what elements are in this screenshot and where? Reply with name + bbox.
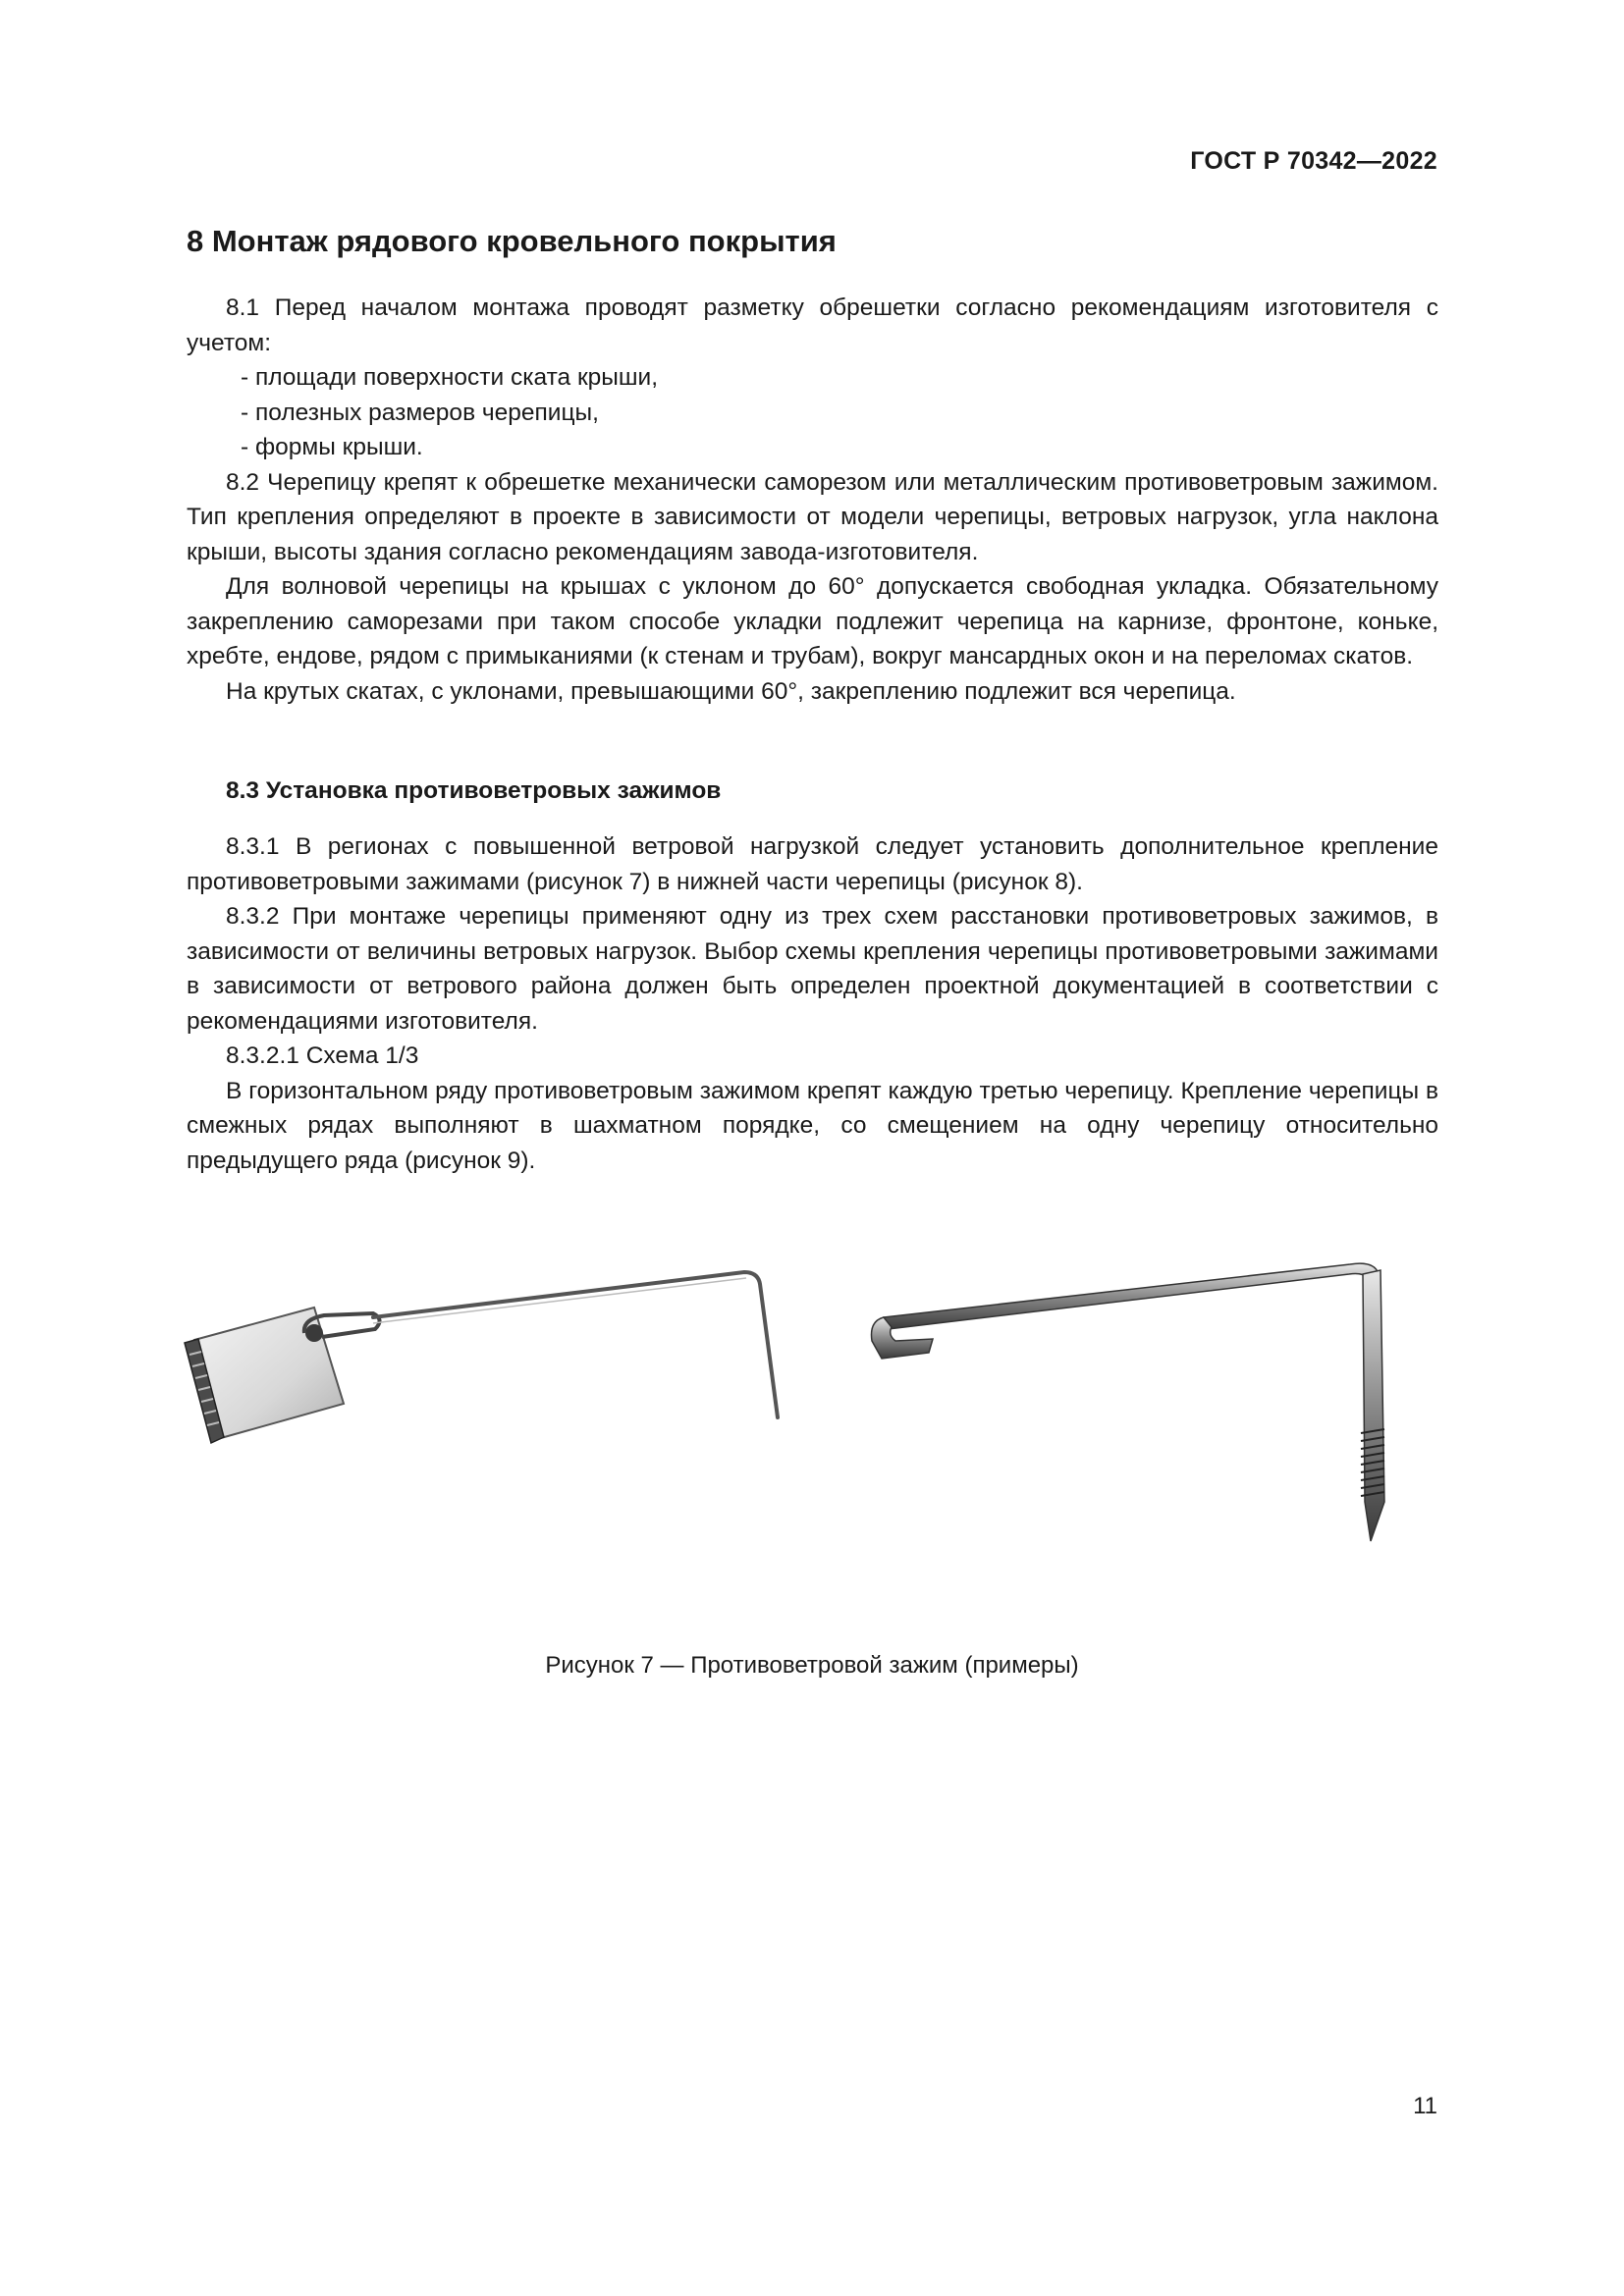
- wind-clamp-nail-illustration: [872, 1263, 1385, 1541]
- paragraph-8-2: 8.2 Черепицу крепят к обрешетке механически саморезом или металлическим противоветровым зажимом. Тип крепления определяют в проекте в зависимости от модели черепицы, ветровых нагрузок, угла наклона крыши, высоты здания согласно рекомендациям завода-изготовителя.: [187, 468, 1438, 565]
- paragraph-8-3-1: 8.3.1 В регионах с повышенной ветровой нагрузкой следует установить дополнительное крепление противоветровыми зажимами (рисунок 7) в нижней части черепицы (рисунок 8).: [187, 833, 1438, 895]
- text-block-8-3: [187, 829, 1438, 1178]
- figure-7-image: [157, 1256, 1473, 1600]
- section-heading: 8 Монтаж рядового кровельного покрытия: [187, 224, 837, 258]
- paragraph-scheme-1-3: В горизонтальном ряду противоветровым зажимом крепят каждую третью черепицу. Крепление черепицы в смежных рядах выполняют в шахматном порядке, со смещением на одну черепицу относительно предыдущего ряда (рисунок 9).: [187, 1077, 1438, 1174]
- paragraph-8-3-2-1: 8.3.2.1 Схема 1/3: [226, 1042, 419, 1069]
- list-item: - площади поверхности ската крыши,: [241, 364, 659, 391]
- paragraph-steep-slopes: На крутых скатах, с уклонами, превышающими 60°, закреплению подлежит вся черепица.: [226, 677, 1236, 705]
- paragraph-wave-tile: Для волновой черепицы на крышах с уклоном до 60° допускается свободная укладка. Обязательному закреплению саморезами при таком способе укладки подлежит черепица на карнизе, фронтоне, коньке, хребте, ендове, рядом с примыканиями (к стенам и трубам), вокруг мансардных окон и на переломах скатов.: [187, 573, 1438, 669]
- paragraph-8-3-2: 8.3.2 При монтаже черепицы применяют одну из трех схем расстановки противоветровых зажимов, в зависимости от величины ветровых нагрузок. Выбор схемы крепления черепицы противоветровыми зажимами в зависимости от ветрового района должен быть определен проектной документацией в соответствии с рекомендациями изготовителя.: [187, 903, 1438, 1035]
- document-code: ГОСТ Р 70342—2022: [1190, 147, 1437, 175]
- list-item: - полезных размеров черепицы,: [241, 399, 599, 426]
- wind-clamp-plate-illustration: [185, 1272, 778, 1443]
- list-item: - формы крыши.: [241, 434, 423, 460]
- paragraph-8-1: 8.1 Перед началом монтажа проводят разметку обрешетки согласно рекомендациям изготовителя с учетом:: [187, 294, 1438, 356]
- text-block-8-1-8-2: [187, 291, 1438, 709]
- subsection-heading: 8.3 Установка противоветровых зажимов: [226, 777, 722, 804]
- figure-7: [157, 1256, 1473, 1600]
- figure-caption: Рисунок 7 — Противоветровой зажим (примеры): [545, 1652, 1079, 1679]
- page-number: 11: [1413, 2093, 1437, 2119]
